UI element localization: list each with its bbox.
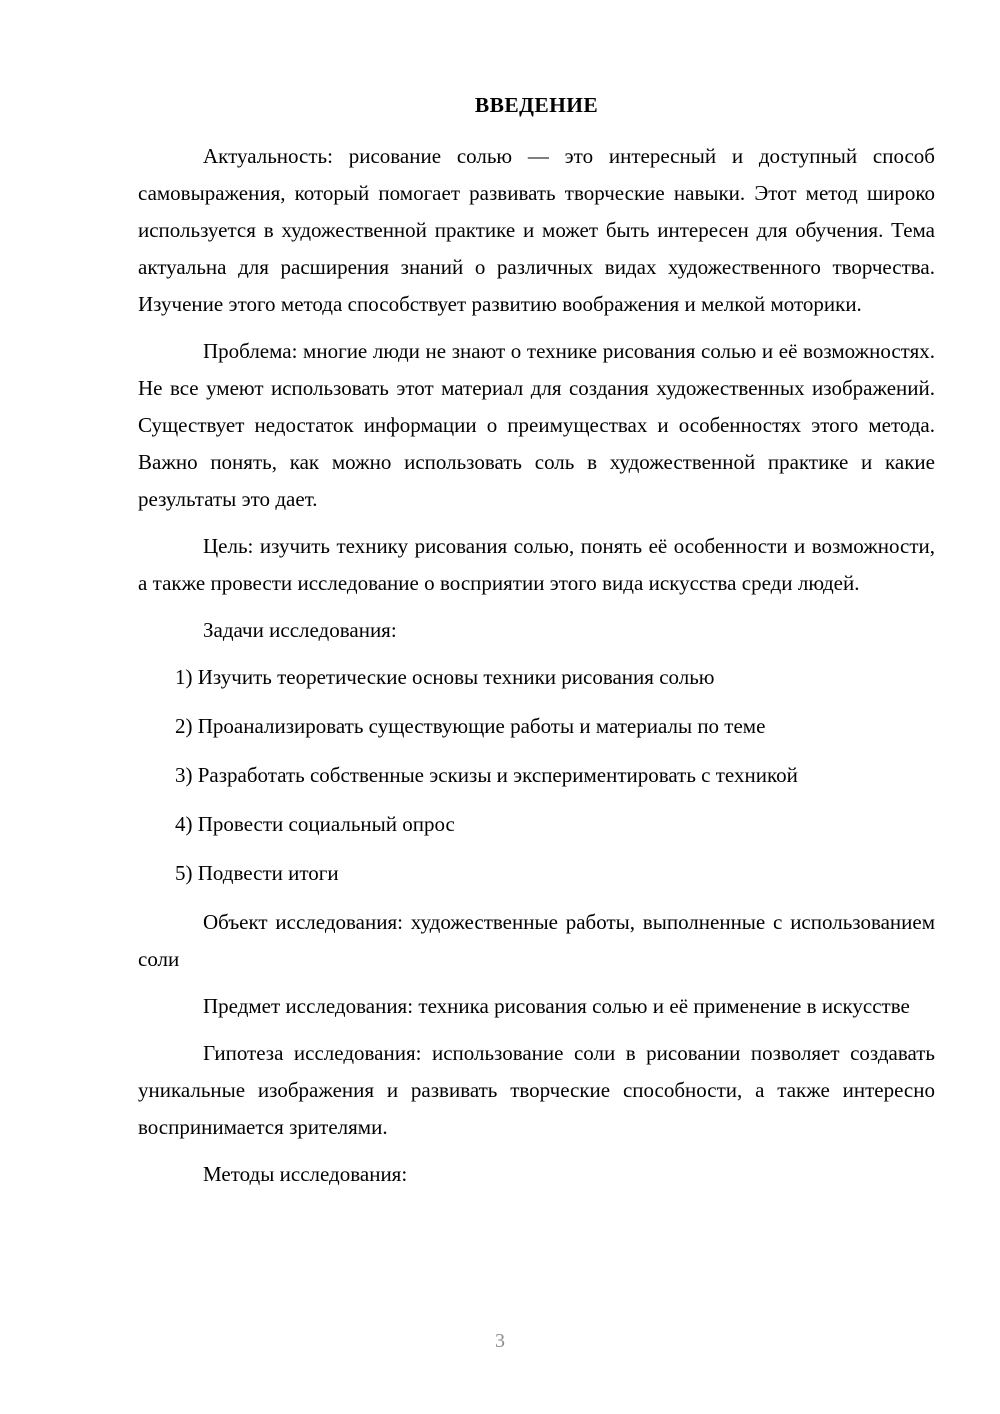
paragraph-object: Объект исследования: художественные работы, выполненные с использованием соли (138, 910, 935, 971)
page-number: 3 (495, 1330, 505, 1352)
list-item: 4) Провести социальный опрос (175, 812, 455, 836)
paragraph-relevance: Актуальность: рисование солью — это интересный и доступный способ самовыражения, который помогает развивать творческие навыки. Этот метод широко используется в художественной практике и может быть интересен для обучения. Тема актуальна для расширения знаний о различных видах художественного творчества. Изучение этого метода способствует развитию воображения и мелкой моторики. (138, 144, 935, 316)
tasks-list (138, 659, 935, 892)
paragraph-subject: Предмет исследования: техника рисования солью и её применение в искусстве (203, 994, 910, 1018)
list-item: 3) Разработать собственные эскизы и экспериментировать с техникой (175, 763, 798, 787)
list-item: 2) Проанализировать существующие работы и материалы по теме (175, 714, 766, 738)
methods-label: Методы исследования: (203, 1162, 408, 1186)
document-body (138, 90, 935, 1203)
paragraph-problem: Проблема: многие люди не знают о технике рисования солью и её возможностях. Не все умеют использовать этот материал для создания художественных изображений. Существует недостаток информации о преимуществах и особенностях этого метода. Важно понять, как можно использовать соль в художественной практике и какие результаты это дает. (138, 339, 935, 511)
list-item: 1) Изучить теоретические основы техники рисования солью (175, 665, 715, 689)
paragraph-goal: Цель: изучить технику рисования солью, понять её особенности и возможности, а также провести исследование о восприятии этого вида искусства среди людей. (138, 534, 935, 595)
tasks-label: Задачи исследования: (203, 618, 397, 642)
list-item: 5) Подвести итоги (175, 861, 339, 885)
paragraph-hypothesis: Гипотеза исследования: использование соли в рисовании позволяет создавать уникальные изображения и развивать творческие способности, а также интересно воспринимается зрителями. (138, 1041, 935, 1139)
page-title: ВВЕДЕНИЕ (474, 93, 599, 117)
